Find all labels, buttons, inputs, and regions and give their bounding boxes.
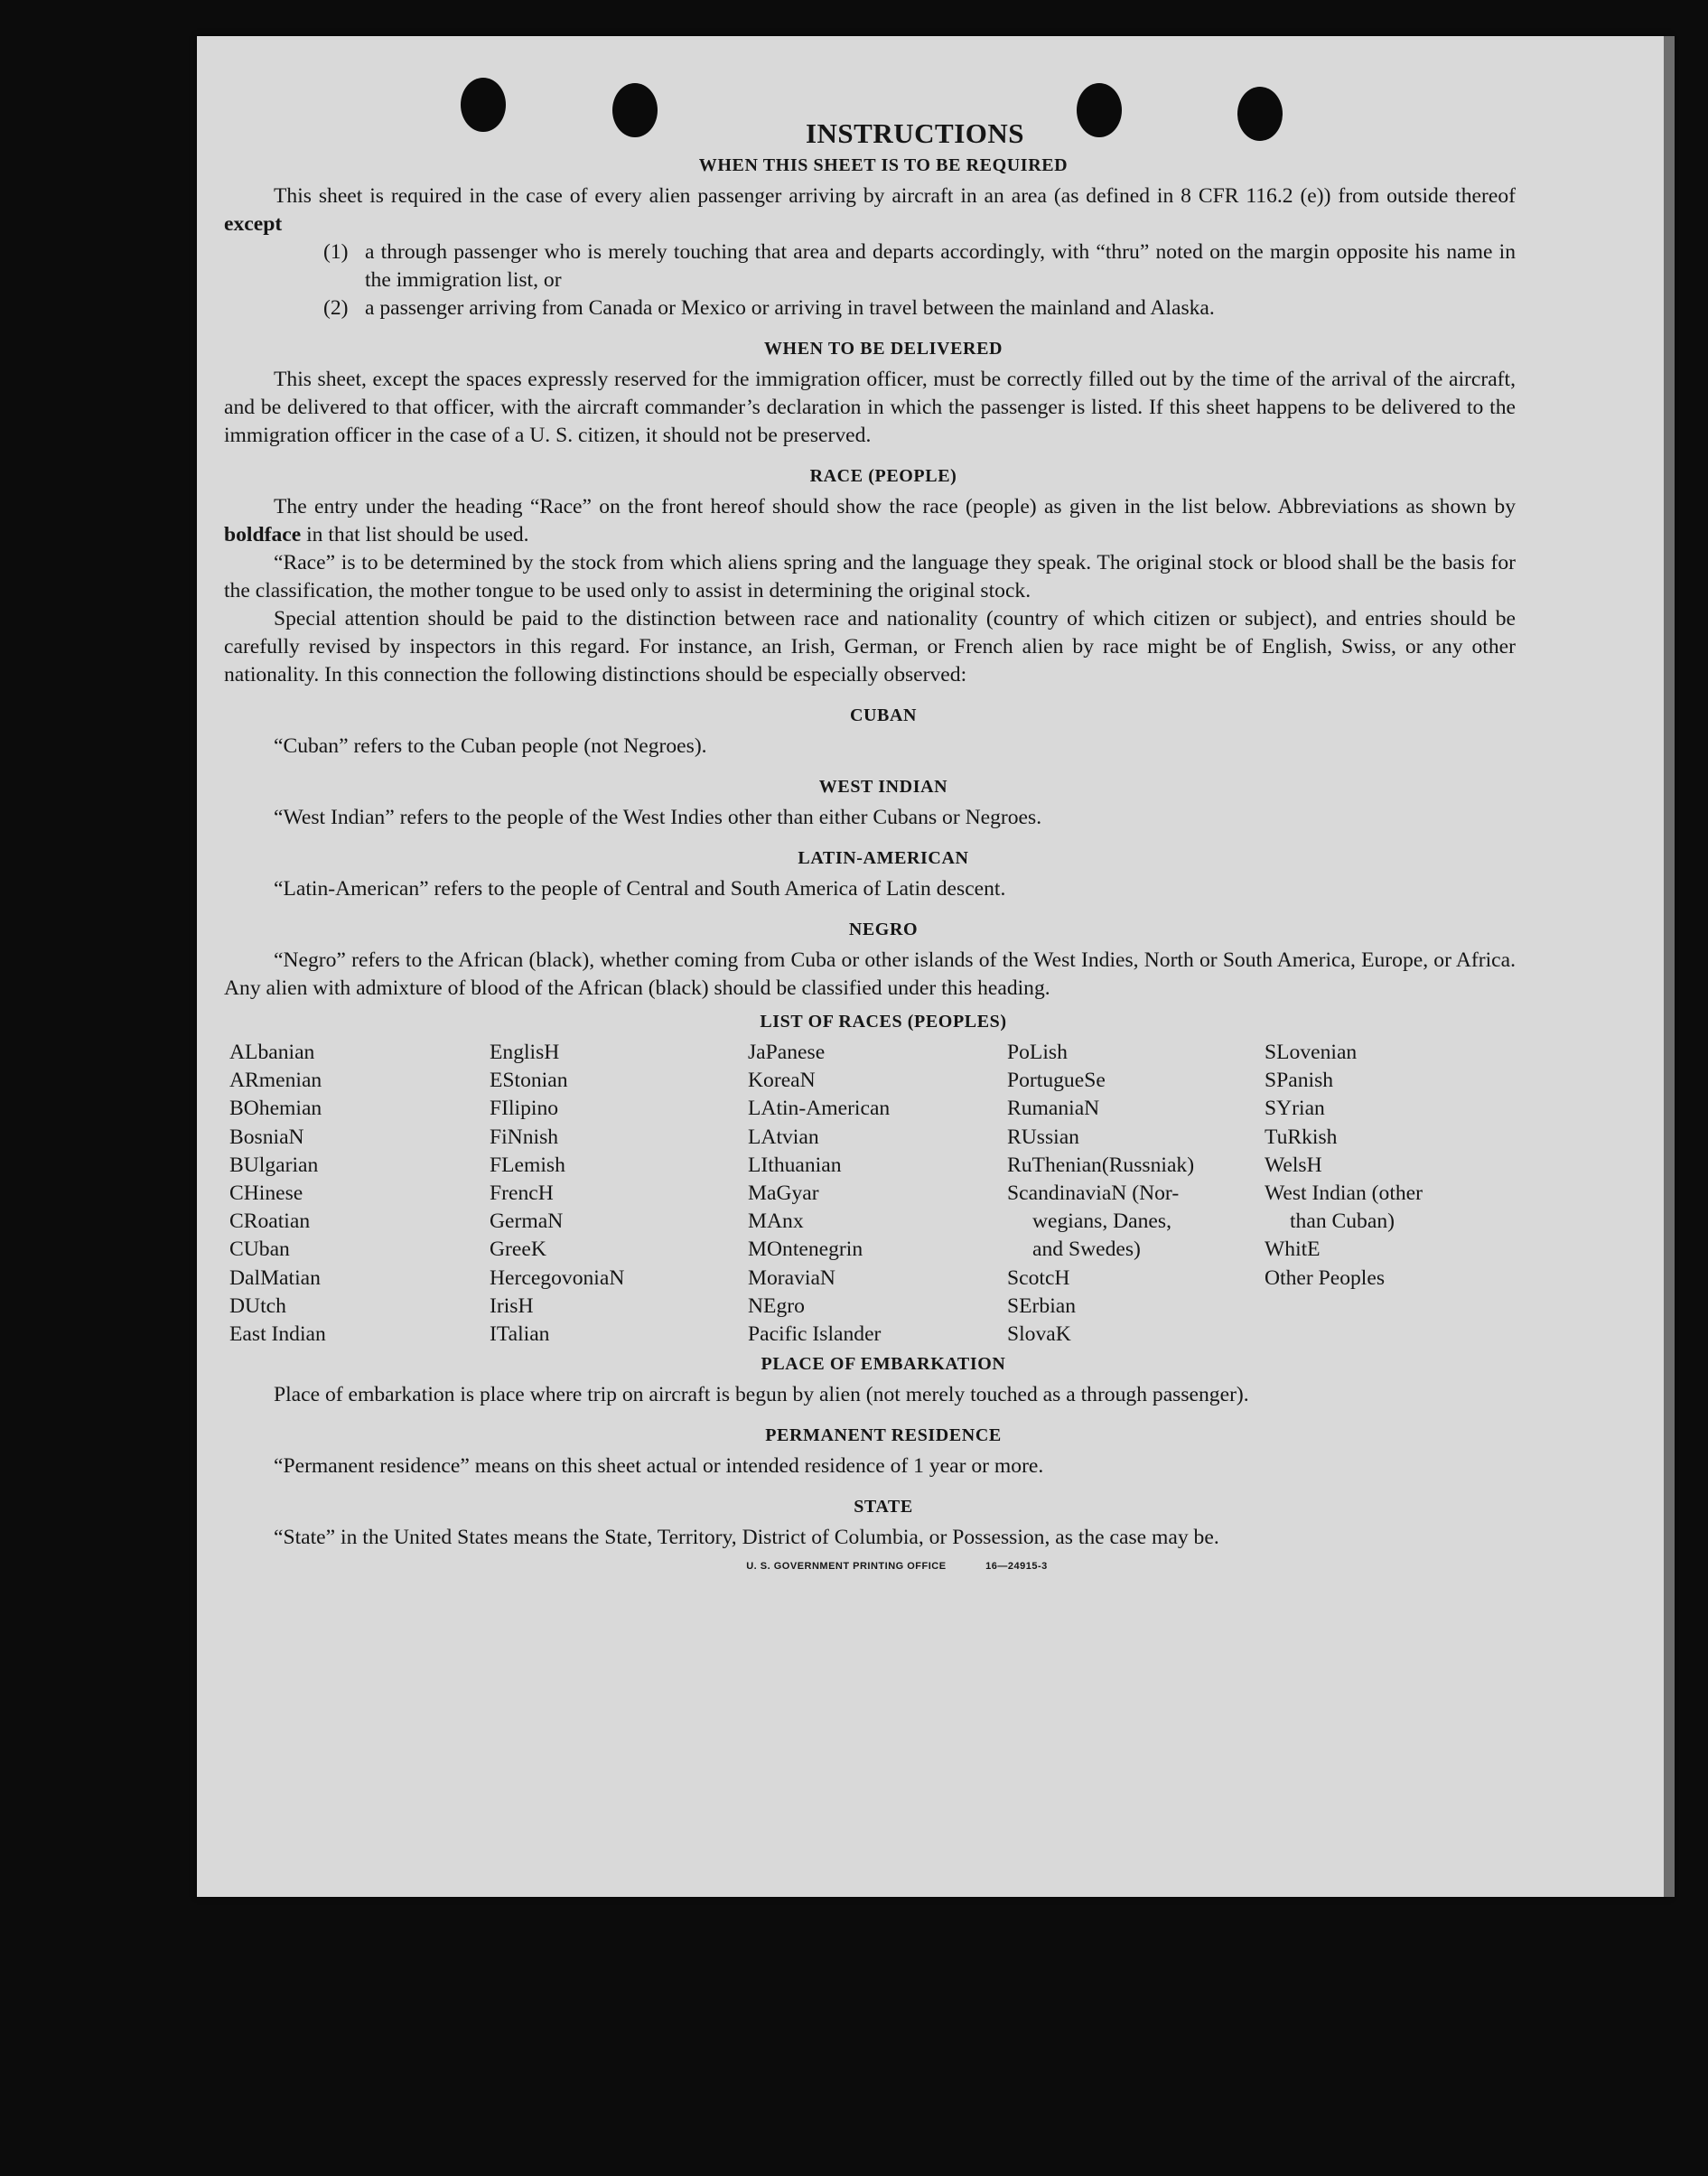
race-paragraph-1: The entry under the heading “Race” on the front hereof should show the race (people) as given in the list below. Abbreviations as shown by boldface in that list should be used. xyxy=(224,495,1516,546)
race-list-column-4 xyxy=(1007,1039,1265,1349)
race-item: SLovenian xyxy=(1265,1041,1358,1064)
race-item: EnglisH xyxy=(490,1041,560,1064)
race-item: FiNnish xyxy=(490,1125,559,1149)
race-list-column-1 xyxy=(229,1039,490,1349)
document-sheet xyxy=(197,36,1671,1897)
race-list-column-5 xyxy=(1265,1039,1508,1349)
section-heading-when-delivered: WHEN TO BE DELIVERED xyxy=(763,339,1003,359)
race-item: PortugueSe xyxy=(1007,1069,1106,1093)
state-text: “State” in the United States means the State, Territory, District of Columbia, or Possession, as the case may be. xyxy=(274,1526,1219,1550)
race-item: BosniaN xyxy=(229,1125,304,1149)
section-heading-list-of-races: LIST OF RACES (PEOPLES) xyxy=(760,1012,1007,1032)
race-item: SYrian xyxy=(1265,1097,1325,1121)
race-item: FIlipino xyxy=(490,1097,559,1121)
race-item: than Cuban) xyxy=(1290,1209,1395,1234)
race-item: ScandinaviaN (Nor- xyxy=(1007,1181,1180,1206)
cuban-text: “Cuban” refers to the Cuban people (not Negroes). xyxy=(274,734,707,758)
form-code: 16—24915-3 xyxy=(985,1561,1048,1573)
section-heading-when-required: WHEN THIS SHEET IS TO BE REQUIRED xyxy=(698,155,1069,175)
race-item: WhitE xyxy=(1265,1237,1321,1262)
race-item: wegians, Danes, xyxy=(1032,1209,1171,1234)
instructions-body xyxy=(224,117,1516,1572)
race-item: BUlgarian xyxy=(229,1153,319,1177)
race-item: DUtch xyxy=(229,1293,286,1318)
race-item: JaPanese xyxy=(748,1041,826,1064)
race-item: East Indian xyxy=(229,1322,326,1347)
race-item: SPanish xyxy=(1265,1069,1334,1093)
section-heading-embarkation: PLACE OF EMBARKATION xyxy=(761,1354,1006,1375)
race-item: DalMatian xyxy=(229,1265,321,1290)
race-item: BOhemian xyxy=(229,1097,322,1121)
race-item: GreeK xyxy=(490,1237,546,1262)
exception-item: (2) a passenger arriving from Canada or Mexico or arriving in travel between the mainland and Alaska. xyxy=(323,296,1215,320)
race-item: EStonian xyxy=(490,1069,568,1093)
printer-name: U. S. GOVERNMENT PRINTING OFFICE xyxy=(746,1561,947,1573)
race-item: ALbanian xyxy=(229,1041,315,1064)
section-heading-race: RACE (PEOPLE) xyxy=(809,466,957,486)
negro-text: “Negro” refers to the African (black), whether coming from Cuba or other islands of the West Indies, North or South America, Europe, or Africa. Any alien with admixture of blood of the African (black) should be classified under this heading. xyxy=(224,948,1516,1000)
race-item: ScotcH xyxy=(1007,1265,1070,1290)
race-list xyxy=(229,1039,1516,1349)
race-item: WelsH xyxy=(1265,1153,1322,1177)
race-list-column-3 xyxy=(748,1039,1007,1349)
latin-american-text: “Latin-American” refers to the people of Central and South America of Latin descent. xyxy=(274,877,1006,901)
race-item: SErbian xyxy=(1007,1293,1077,1318)
race-item: West Indian (other xyxy=(1265,1181,1423,1206)
section-heading-residence: PERMANENT RESIDENCE xyxy=(765,1425,1002,1446)
race-paragraph-2: “Race” is to be determined by the stock from which aliens spring and the language they speak. The original stock or blood shall be the basis for the classification, the mother tongue to be used only to assist in determining the original stock. xyxy=(224,551,1516,602)
section-heading-negro: NEGRO xyxy=(848,920,919,939)
race-item: KoreaN xyxy=(748,1069,816,1093)
race-item: CHinese xyxy=(229,1181,303,1206)
when-delivered-text: This sheet, except the spaces expressly reserved for the immigration officer, must be correctly filled out by the time of the arrival of the aircraft, and be delivered to that officer, with the aircraft commander’s declaration in which the passenger is listed. If this sheet happens to be delivered to the immigration officer in the case of a U. S. citizen, it should not be preserved. xyxy=(224,368,1516,447)
race-item: GermaN xyxy=(490,1209,564,1234)
race-item: LIthuanian xyxy=(748,1153,842,1177)
race-item: LAtvian xyxy=(748,1125,819,1149)
race-item: MOntenegrin xyxy=(748,1237,863,1262)
race-item: LAtin-American xyxy=(748,1097,891,1121)
race-item: HercegovoniaN xyxy=(490,1265,625,1290)
race-item: CRoatian xyxy=(229,1209,311,1234)
when-required-intro: This sheet is required in the case of every alien passenger arriving by aircraft in an area (as defined in 8 CFR 116.2 (e)) from outside thereof except xyxy=(224,184,1516,236)
race-item: MAnx xyxy=(748,1209,804,1234)
race-item: PoLish xyxy=(1007,1041,1068,1064)
section-heading-latin-american: LATIN-AMERICAN xyxy=(798,848,969,868)
embarkation-text: Place of embarkation is place where trip on aircraft is begun by alien (not merely touched as a through passenger). xyxy=(274,1383,1249,1407)
race-item: Other Peoples xyxy=(1265,1265,1386,1290)
residence-text: “Permanent residence” means on this sheet actual or intended residence of 1 year or more. xyxy=(274,1454,1044,1479)
race-item: RuThenian(Russniak) xyxy=(1007,1153,1195,1177)
race-item: FrencH xyxy=(490,1181,554,1206)
west-indian-text: “West Indian” refers to the people of the West Indies other than either Cubans or Negroes. xyxy=(274,806,1042,829)
page-title: INSTRUCTIONS xyxy=(805,117,1024,149)
race-item: TuRkish xyxy=(1265,1125,1338,1149)
race-item: MaGyar xyxy=(748,1181,819,1206)
section-heading-state: STATE xyxy=(854,1497,913,1518)
race-list-column-2 xyxy=(490,1039,748,1349)
race-item: MoraviaN xyxy=(748,1265,835,1290)
exception-item: (1) a through passenger who is merely touching that area and departs accordingly, with “thru” noted on the margin opposite his name in the immigration list, or xyxy=(323,240,1516,292)
race-item: NEgro xyxy=(748,1293,805,1318)
race-item: RUssian xyxy=(1007,1125,1079,1149)
race-item: ARmenian xyxy=(229,1069,322,1093)
race-item: CUban xyxy=(229,1237,290,1262)
race-item: FLemish xyxy=(490,1153,565,1177)
printer-footer xyxy=(224,1561,1516,1572)
race-item: IrisH xyxy=(490,1293,534,1318)
section-heading-cuban: CUBAN xyxy=(849,705,918,725)
section-heading-west-indian: WEST INDIAN xyxy=(818,777,948,797)
race-paragraph-3: Special attention should be paid to the distinction between race and nationality (country of which citizen or subject), and entries should be carefully revised by inspectors in this regard. For instance, an Irish, German, or French alien by race might be of English, Swiss, or any other nationality. In this connection the following distinctions should be especially observed: xyxy=(224,607,1516,686)
race-item: and Swedes) xyxy=(1032,1237,1141,1262)
race-item: SlovaK xyxy=(1007,1322,1071,1347)
race-item: RumaniaN xyxy=(1007,1097,1100,1121)
race-item: ITalian xyxy=(490,1322,550,1347)
race-item: Pacific Islander xyxy=(748,1322,882,1347)
